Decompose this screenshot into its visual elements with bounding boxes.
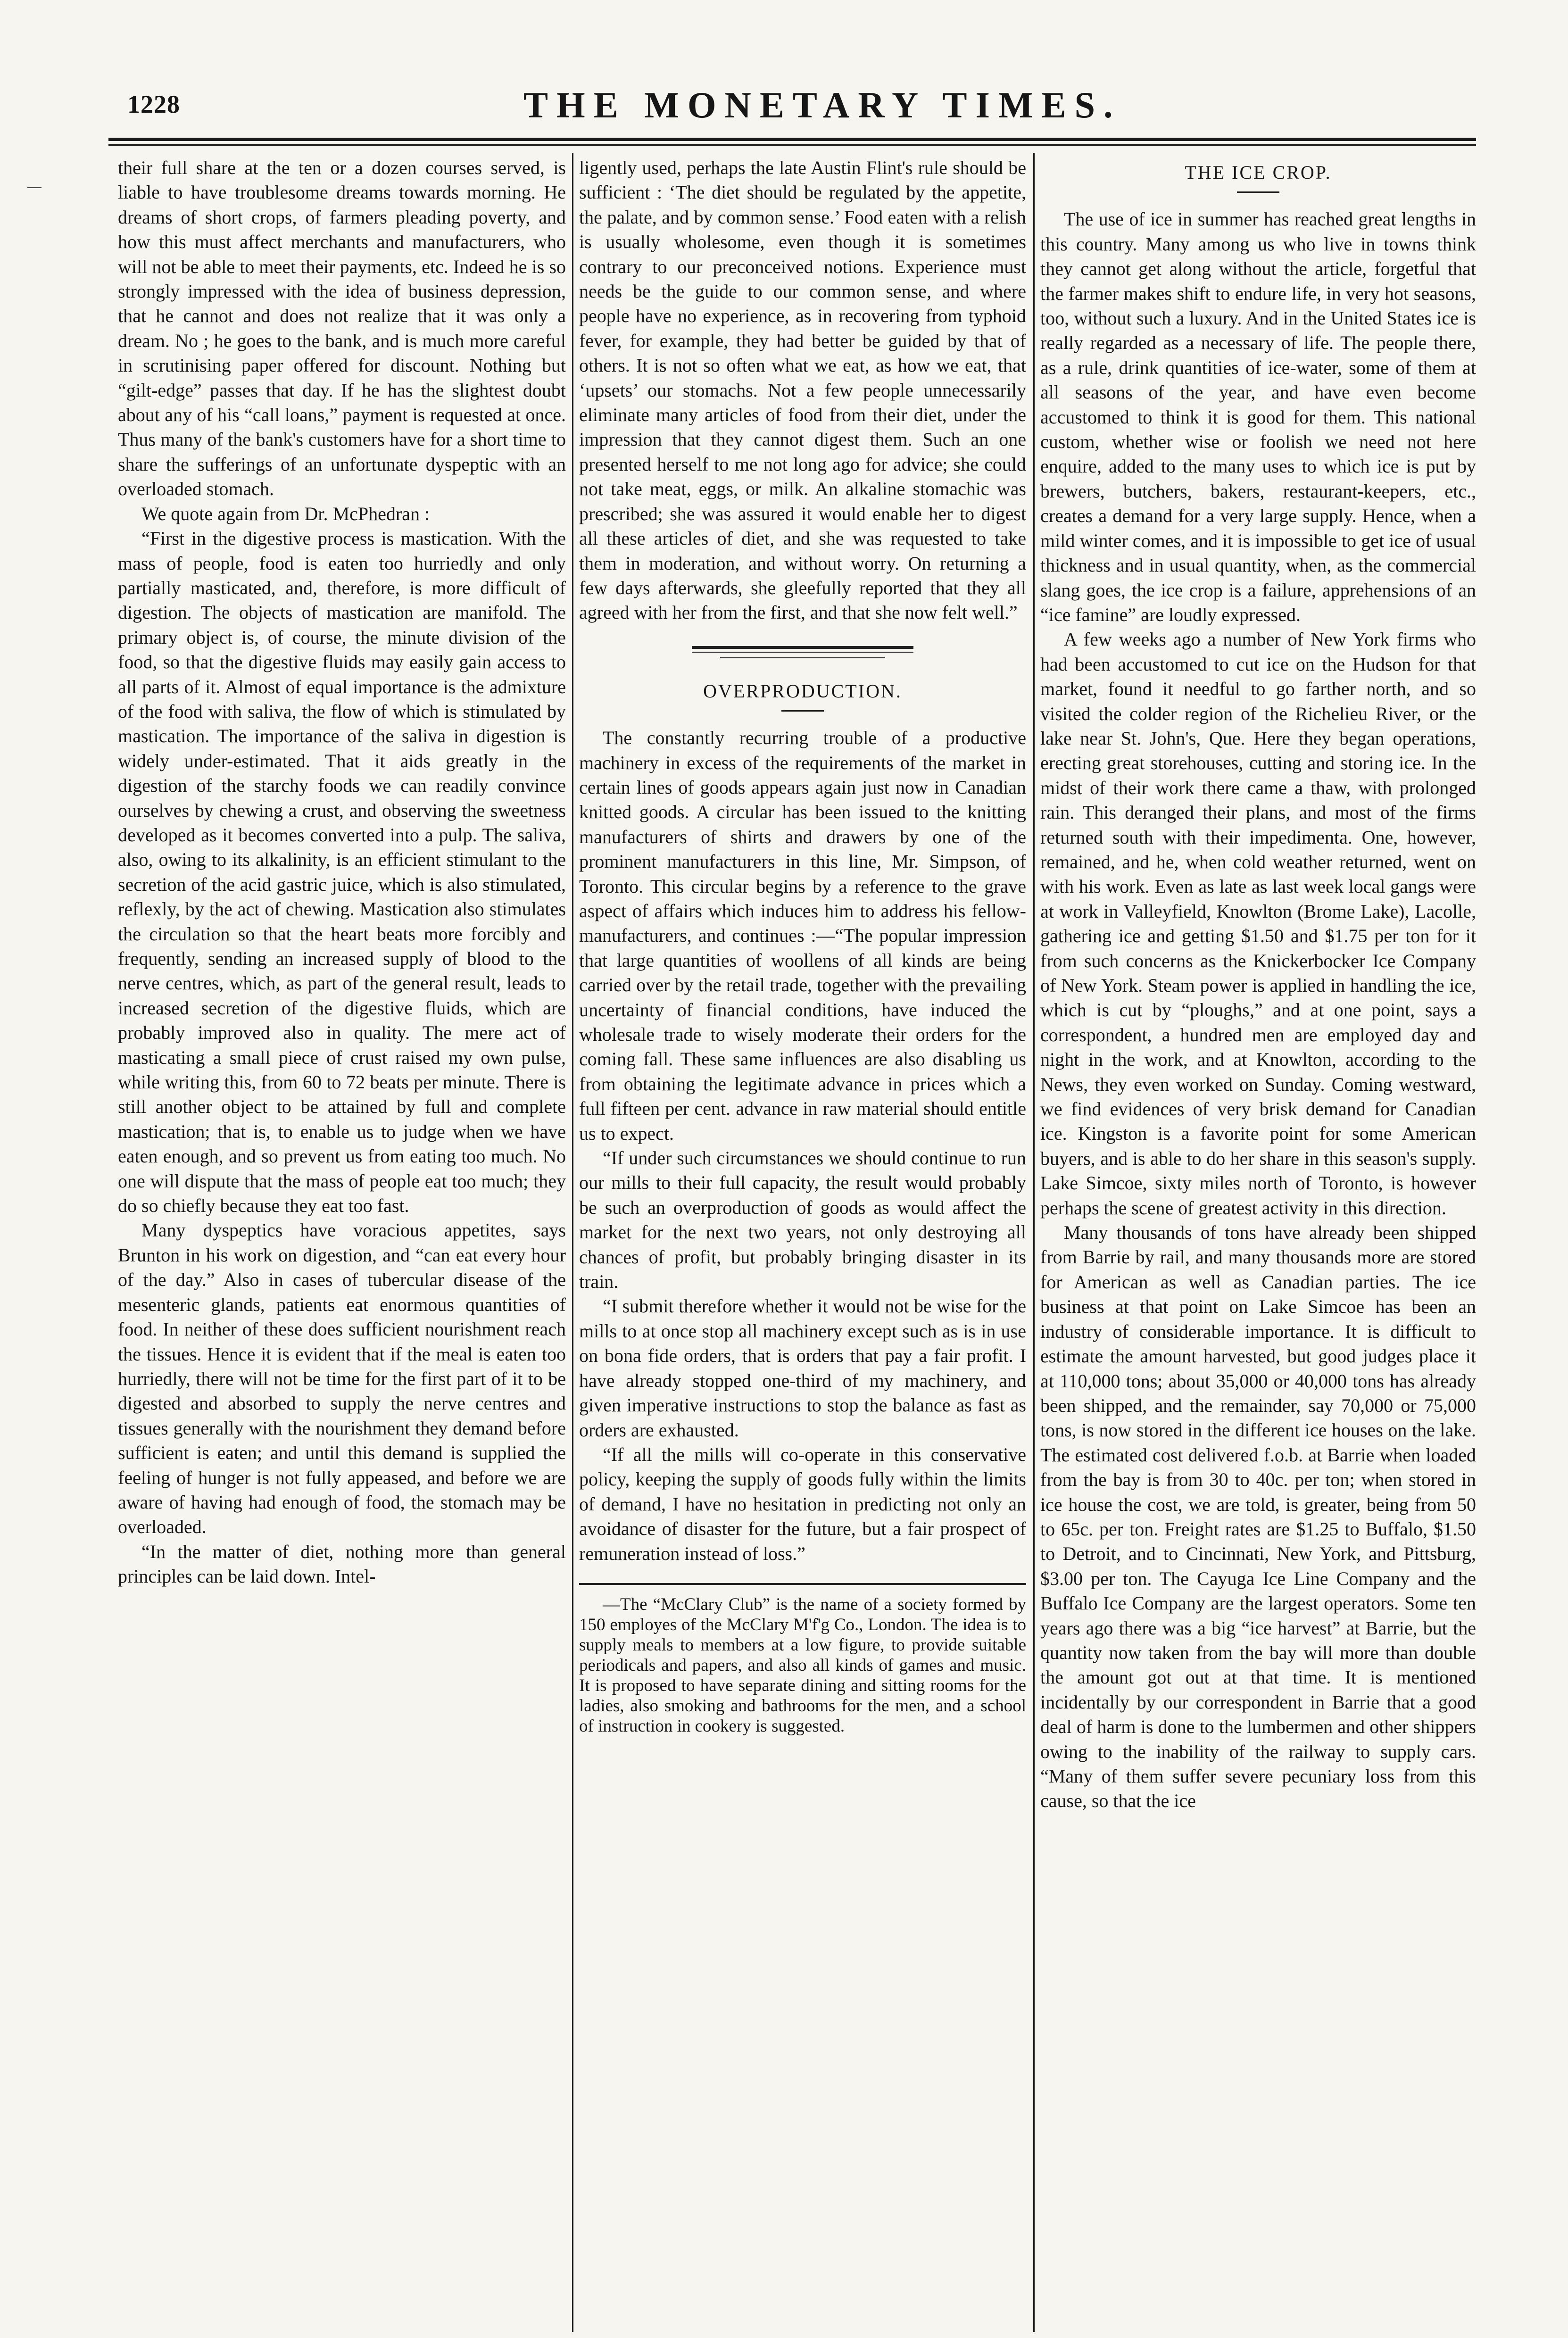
- paragraph: their full share at the ten or a dozen courses served, is liable to have troublesome dreams towards morning. He dreams of short crops, of farmers pleading poverty, and how this must affect merchants and manufacturers, who will not be able to meet their payments, etc. Indeed he is so strongly impressed with the idea of business depression, that he cannot and does not realize that it was only a dream. No ; he goes to the bank, and is much more careful in scrutinising paper offered for discount. Nothing but “gilt-edge” passes that day. If he has the slightest doubt about any of his “call loans,” payment is requested at once. Thus many of the bank's customers have for a short time to share the sufferings of an unfortunate dyspeptic with an overloaded stomach.: [118, 157, 566, 500]
- paragraph: “If all the mills will co-operate in this conservative policy, keeping the supply of goods fully within the limits of demand, I have no hesitation in predicting not only an avoidance of disaster for the future, but a fair prospect of remuneration instead of loss.”: [579, 1443, 1026, 1564]
- header-rule-thick: [108, 138, 1476, 141]
- column-left: [118, 156, 566, 2329]
- section-divider: [579, 1583, 1026, 1585]
- paragraph: The constantly recurring trouble of a productive machinery in excess of the requirements of the market in certain lines of goods appears again just now in Canadian knitted goods. A circular has been issued to the knitting manufacturers of shirts and drawers by one of the prominent manufacturers in this line, Mr. Simpson, of Toronto. This circular begins by a reference to the grave aspect of affairs which induces him to address his fellow-manufacturers, and continues :—“The popular impression that large quantities of woollens of all kinds are being carried over by the retail trade, together with the prevailing uncertainty of financial conditions, have induced the wholesale trade to wisely moderate their orders for the coming fall. These same influences are also disabling us from obtaining the legitimate advance in prices which a full fifteen per cent. advance in raw material should entitle us to expect.: [579, 727, 1026, 1144]
- paragraph: ligently used, perhaps the late Austin Flint's rule should be sufficient : ‘The diet should be regulated by the appetite, the palate, and by common sense.’ Food eaten with a relish is usually wholesome, even though it is sometimes contrary to our preconceived notions. Experience must needs be the guide to our common sense, and where people have no experience, as in recovering from typhoid fever, for example, they had better be guided by that of others. It is not so often what we eat, as how we eat, that ‘upsets’ our stomachs. Not a few people unnecessarily eliminate many articles of food from their diet, under the impression that they cannot digest them. Such an one presented herself to me not long ago for advice; she could not take meat, eggs, or milk. An alkaline stomachic was prescribed; she was assured it would enable her to digest all these articles of diet, and she was requested to take them in moderation, and without worry. On returning a few days afterwards, she gleefully reported that they all agreed with her from the first, and that she now felt well.”: [579, 157, 1026, 623]
- paragraph: Many dyspeptics have voracious appetites, says Brunton in his work on digestion, and “can eat every hour of the day.” Also in cases of tubercular disease of the mesenteric glands, patients eat enormous quantities of food. In neither of these does sufficient nourishment reach the tissues. Hence it is evident that if the meal is eaten too hurriedly, there will not be time for the first part of it to be digested and absorbed to supply the nerve centres and tissues generally with the nourishment they demand before sufficient is eaten; and until this demand is supplied the feeling of hunger is not fully appeased, and before we are aware of having had enough of food, the stomach may be overloaded.: [118, 1219, 566, 1538]
- paragraph: “First in the digestive process is mastication. With the mass of people, food is eaten too hurriedly and only partially masticated, and, therefore, is more difficult of digestion. The objects of mastication are manifold. The primary object is, of course, the minute division of the food, so that the digestive fluids may easily gain access to all parts of it. Almost of equal importance is the admixture of the food with saliva, the flow of which is stimulated by mastication. The importance of the saliva in digestion is widely under-estimated. That it aids greatly in the digestion of the starchy foods we can readily convince ourselves by chewing a crust, and observing the sweetness developed as it becomes converted into a pulp. The saliva, also, owing to its alkalinity, is an efficient stimulant to the secretion of the acid gastric juice, which is also stimulated, reflexly, by the act of chewing. Mastication also stimulates the circulation so that the heart beats more forcibly and frequently, sending an increased supply of blood to the nerve centres, which, as part of the general result, leads to increased secretion of the digestive fluids, which are probably improved also in quality. The mere act of masticating a small piece of crust raised my own pulse, while writing this, from 60 to 72 beats per minute. There is still another object to be attained by full and complete mastication; that is, to enable us to judge when we have eaten enough, and so prevent us from eating too much. No one will dispute that the mass of people eat too much; they do so chiefly because they eat too fast.: [118, 528, 566, 1217]
- paragraph: We quote again from Dr. McPhedran :: [141, 503, 430, 524]
- paragraph: “I submit therefore whether it would not be wise for the mills to at once stop all machinery except such as is in use on bona fide orders, that is orders that pay a fair profit. I have already stopped one-third of my machinery, and given imperative instructions to stop the balance as fast as orders are exhausted.: [579, 1295, 1026, 1441]
- masthead: [108, 84, 1476, 126]
- paragraph: “In the matter of diet, nothing more than general principles can be laid down. Intel-: [118, 1541, 566, 1587]
- mcclary-club-note: —The “McClary Club” is the name of a society formed by 150 employes of the McClary M'f'g Co., London. The idea is to supply meals to members at a low figure, to provide suitable periodicals and papers, and also all kinds of games and music. It is proposed to have separate dining and sitting rooms for the ladies, also smoking and bathrooms for the men, and a school of instruction in cookery is suggested.: [579, 1594, 1026, 1736]
- column-divider-right: [1033, 153, 1035, 2332]
- publication-title: THE MONETARY TIMES.: [523, 84, 1121, 125]
- header-rule-thin: [108, 144, 1476, 146]
- overproduction-heading: OVERPRODUCTION.: [703, 680, 902, 702]
- paragraph: “If under such circumstances we should continue to run our mills to their full capacity, the result would probably be such an overproduction of goods as would affect the market for the next two years, not only destroying all chances of profit, but probably bringing disaster in its train.: [579, 1147, 1026, 1293]
- column-right: [1040, 156, 1476, 2329]
- heading-rule: [781, 710, 824, 712]
- heading-rule: [1237, 191, 1279, 193]
- section-ornament: [692, 646, 913, 658]
- page-number: 1228: [127, 90, 180, 118]
- column-middle: [579, 156, 1026, 2329]
- paragraph: The use of ice in summer has reached great lengths in this country. Many among us who live in towns think they cannot get along without the article, forgetful that the farmer makes shift to endure life, in very hot seasons, too, without such a luxury. And in the United States ice is really regarded as a necessary of life. The people there, as a rule, drink quantities of ice-water, some of them at all seasons of the year, and have even become accustomed to think it is good for them. This national custom, whether wise or foolish we need not here enquire, added to the many uses to which ice is put by brewers, butchers, bakers, restaurant-keepers, etc., creates a demand for a very large supply. Hence, when a mild winter comes, and it is impossible to get ice of usual thickness and in usual quantity, when, as the commercial slang goes, the ice crop is a failure, apprehensions of an “ice famine” are loudly expressed.: [1040, 208, 1476, 625]
- ice-crop-heading: THE ICE CROP.: [1185, 162, 1332, 183]
- paragraph: A few weeks ago a number of New York firms who had been accustomed to cut ice on the Hudson for that market, found it needful to go farther north, and so visited the colder region of the Richelieu River, or the lake near St. John's, Que. Here they began operations, erecting great storehouses, cutting and storing ice. In the midst of their work there came a thaw, with prolonged rain. This deranged their plans, and most of the firms returned south with their impedimenta. One, however, remained, and he, when cold weather returned, went on with his work. Even as late as last week local gangs were at work in Valleyfield, Knowlton (Brome Lake), Lacolle, gathering ice and getting $1.50 and $1.75 per ton for it from such concerns as the Knickerbocker Ice Company of New York. Steam power is applied in handling the ice, which is cut by “ploughs,” and at one point, says a correspondent, a hundred men are employed day and night in the work, and at Knowlton, according to the News, they even worked on Sunday. Coming westward, we find evidences of very brisk demand for Canadian ice. Kingston is a favorite point for some American buyers, and is able to do her share in this season's supply. Lake Simcoe, sixty miles north of Toronto, is however perhaps the scene of greatest activity in this direction.: [1040, 629, 1476, 1219]
- margin-mark: [27, 187, 41, 188]
- column-divider-left: [572, 153, 573, 2332]
- paragraph: Many thousands of tons have already been shipped from Barrie by rail, and many thousands more are stored for American as well as Canadian parties. The ice business at that point on Lake Simcoe has been an industry of considerable importance. It is difficult to estimate the amount harvested, but good judges place it at 110,000 tons; about 35,000 or 40,000 tons has already been shipped, and the remainder, say 70,000 or 75,000 tons, is now stored in the different ice houses on the lake. The estimated cost delivered f.o.b. at Barrie when loaded from the bay is from 30 to 40c. per ton; when stored in ice house the cost, we are told, is greater, being from 50 to 65c. per ton. Freight rates are $1.25 to Buffalo, $1.50 to Detroit, and to Cincinnati, New York, and Pittsburg, $3.00 per ton. The Cayuga Ice Line Company and the Buffalo Ice Company are the largest operators. Some ten years ago there was a big “ice harvest” at Barrie, but the quantity now taken from the bay will more than double the amount got out at that time. It is mentioned incidentally by our correspondent in Barrie that a good deal of harm is done to the lumbermen and other shippers owing to the inability of the railway to supply cars. “Many of them suffer severe pecuniary loss from this cause, so that the ice: [1040, 1222, 1476, 1812]
